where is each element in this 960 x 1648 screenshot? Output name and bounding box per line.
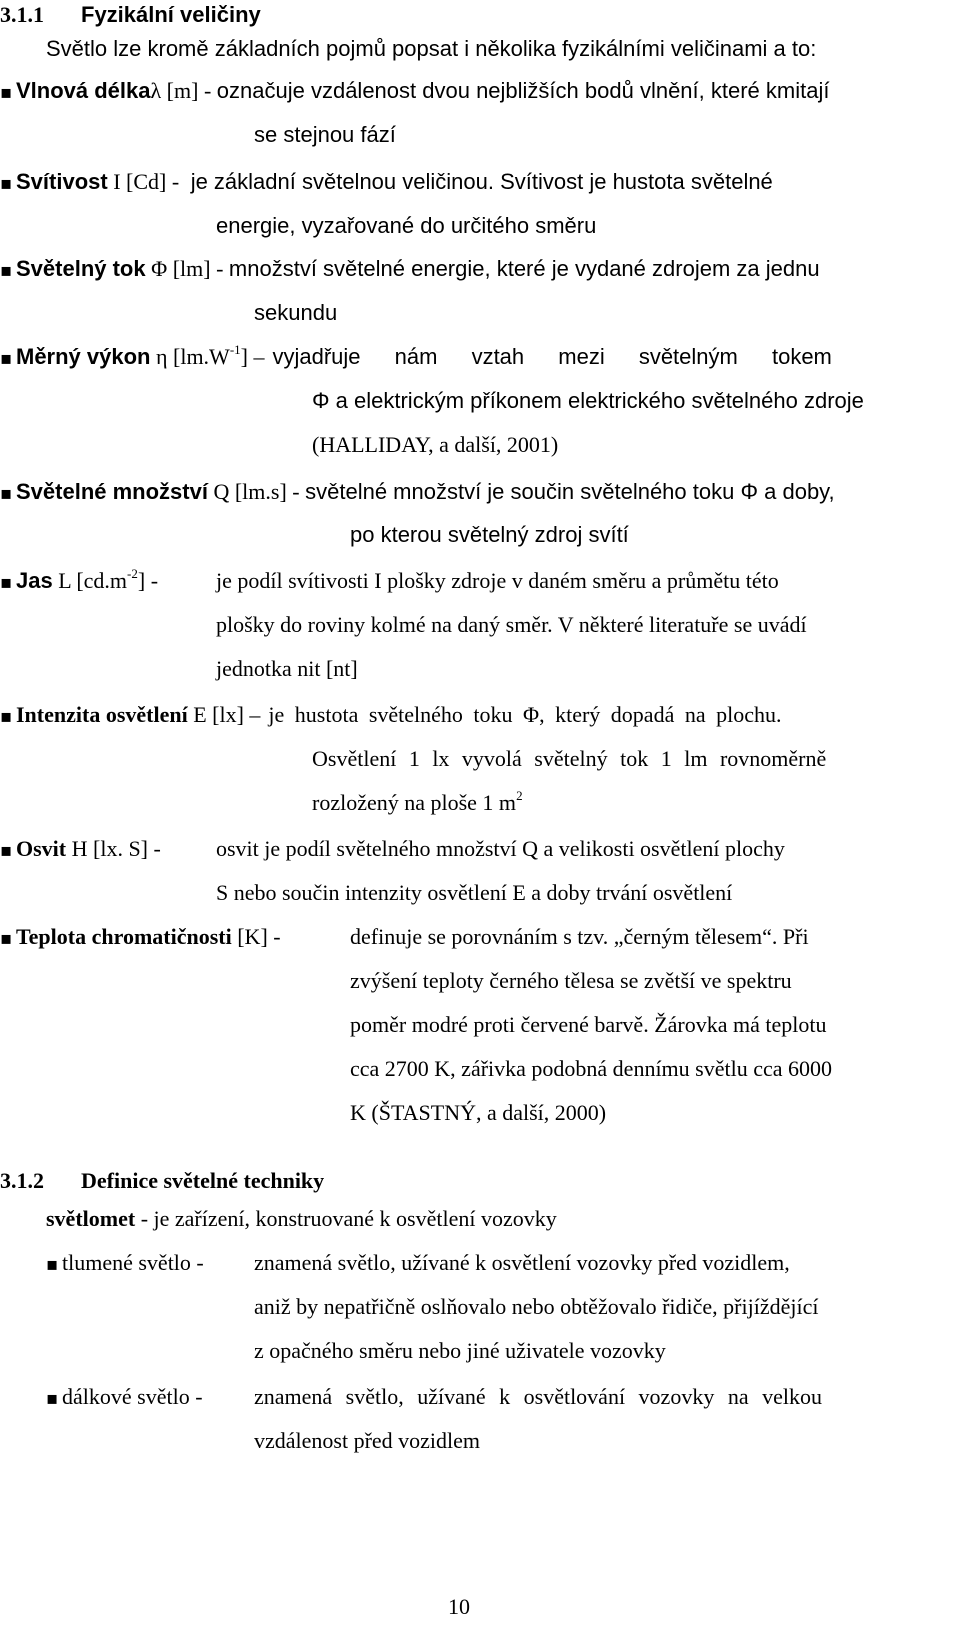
definition-cont: aniž by nepatřičně oslňovalo nebo obtěžovalo řidiče, přijíždějící (254, 1294, 819, 1319)
bullet-icon: ▪ (0, 572, 13, 593)
definition-cont: energie, vyzařované do určitého směru (216, 213, 597, 238)
bullet-icon: ▪ (0, 260, 13, 281)
list-item-illuminance (0, 704, 781, 726)
term: Vlnová délka (16, 78, 151, 103)
definition: znamená světlo, užívané k osvětlení vozovky před vozidlem, (254, 1250, 790, 1275)
definition: - je zařízení, konstruované k osvětlení vozovky (135, 1206, 557, 1231)
list-item-luminous-energy (0, 481, 835, 503)
definition-cont: poměr modré proti červené barvě. Žárovka má teplotu (350, 1012, 827, 1037)
definition: světelné množství je součin světelného toku Φ a doby, (305, 479, 835, 504)
intro-text: Světlo lze kromě základních pojmů popsat i několika fyzikálními veličinami a to: (46, 36, 817, 61)
definition: vyjadřuje nám vztah mezi světelným tokem (272, 344, 832, 369)
bullet-icon: ▪ (0, 706, 13, 727)
symbol-close: ] – (240, 344, 265, 369)
definition-cont (312, 788, 523, 815)
symbol: Φ [lm] - (145, 256, 229, 281)
definition: je základní světelnou veličinou. Svítivost je hustota světelné (190, 169, 773, 194)
list-item-efficacy (0, 342, 832, 369)
definition-text: rozložený na ploše 1 m (312, 790, 517, 815)
symbol: E [lx] – (187, 702, 261, 727)
symbol: L [cd.m (52, 568, 128, 593)
definition: označuje vzdálenost dvou nejbližších bodů vlnění, které kmitají (216, 78, 830, 103)
list-item-low-beam (46, 1252, 204, 1274)
list-item-exposure (0, 838, 161, 860)
list-item-high-beam (46, 1386, 203, 1408)
definition-cont: Φ a elektrickým příkonem elektrického světelného zdroje (312, 388, 864, 413)
definition: je podíl svítivosti I plošky zdroje v daném směru a průmětu této (216, 568, 779, 593)
section-title: Definice světelné techniky (81, 1168, 325, 1193)
term: Jas (16, 568, 53, 593)
bullet-icon: ▪ (0, 928, 13, 949)
term: Svítivost (16, 169, 108, 194)
list-item-luminance (0, 566, 159, 593)
definition: osvit je podíl světelného množství Q a velikosti osvětlení plochy (216, 836, 785, 861)
bullet-icon: ▪ (0, 173, 13, 194)
definition-cont: se stejnou fází (254, 122, 396, 147)
bullet-icon: ▪ (0, 348, 13, 369)
definition-cont: plošky do roviny kolmé na daný směr. V některé literatuře se uvádí (216, 612, 807, 637)
definition: znamená světlo, užívané k osvětlování vozovky na velkou (254, 1384, 822, 1409)
definition-cont: po kterou světelný zdroj svítí (350, 522, 629, 547)
definition-cont: S nebo součin intenzity osvětlení E a doby trvání osvětlení (216, 880, 733, 905)
section-number: 3.1.2 (0, 1168, 44, 1193)
citation: (HALLIDAY, a další, 2001) (312, 432, 559, 457)
symbol: I [Cd] - (107, 169, 185, 194)
page-number: 10 (448, 1594, 470, 1619)
bullet-icon: ▪ (0, 840, 13, 861)
term: Měrný výkon (16, 344, 151, 369)
definition-cont: zvýšení teploty černého tělesa se zvětší ve spektru (350, 968, 792, 993)
superscript: -2 (127, 566, 138, 581)
definition-cont: sekundu (254, 300, 338, 325)
definition-cont: Osvětlení 1 lx vyvolá světelný tok 1 lm rovnoměrně (312, 746, 827, 771)
bullet-icon: ▪ (0, 483, 13, 504)
term: Světelné množství (16, 479, 208, 504)
section-title: Fyzikální veličiny (81, 2, 261, 27)
superscript: 2 (516, 788, 523, 803)
term: tlumené světlo - (62, 1250, 204, 1275)
symbol: H [lx. S] - (66, 836, 161, 861)
symbol: [K] - (231, 924, 281, 949)
list-item-color-temperature (0, 926, 281, 948)
symbol: η [lm.W (150, 344, 230, 369)
superscript: -1 (229, 342, 241, 357)
symbol: λ [m] - (150, 78, 217, 103)
definition: je hustota světelného toku Φ, který dopadá na plochu. (268, 702, 782, 727)
definition: množství světelné energie, které je vydané zdrojem za jednu (228, 256, 820, 281)
definition-cont: z opačného směru nebo jiné uživatele vozovky (254, 1338, 666, 1363)
term: světlomet (46, 1206, 136, 1231)
bullet-icon: ▪ (46, 1254, 59, 1275)
symbol-close: ] - (137, 568, 159, 593)
definition-cont: jednotka nit [nt] (216, 656, 358, 681)
definition-cont: K (ŠTASTNÝ, a další, 2000) (350, 1100, 607, 1125)
term: Teplota chromatičnosti (16, 924, 232, 949)
term: Světelný tok (16, 256, 146, 281)
term: Intenzita osvětlení (16, 702, 188, 727)
term: Osvit (16, 836, 67, 861)
definition-cont: vzdálenost před vozidlem (254, 1428, 481, 1453)
list-item-luminous-intensity (0, 171, 773, 193)
definition-headlamp (46, 1208, 557, 1230)
definition: definuje se porovnáním s tzv. „černým tělesem“. Při (350, 924, 809, 949)
section-number: 3.1.1 (0, 2, 44, 27)
section-heading-3-1-1 (0, 4, 261, 26)
term: dálkové světlo - (62, 1384, 203, 1409)
definition-cont: cca 2700 K, zářivka podobná dennímu světlu cca 6000 (350, 1056, 833, 1081)
section-heading-3-1-2 (0, 1170, 324, 1192)
symbol: Q [lm.s] - (207, 479, 306, 504)
list-item-wavelength (0, 80, 829, 102)
bullet-icon: ▪ (0, 82, 13, 103)
bullet-icon: ▪ (46, 1388, 59, 1409)
list-item-luminous-flux (0, 258, 820, 280)
